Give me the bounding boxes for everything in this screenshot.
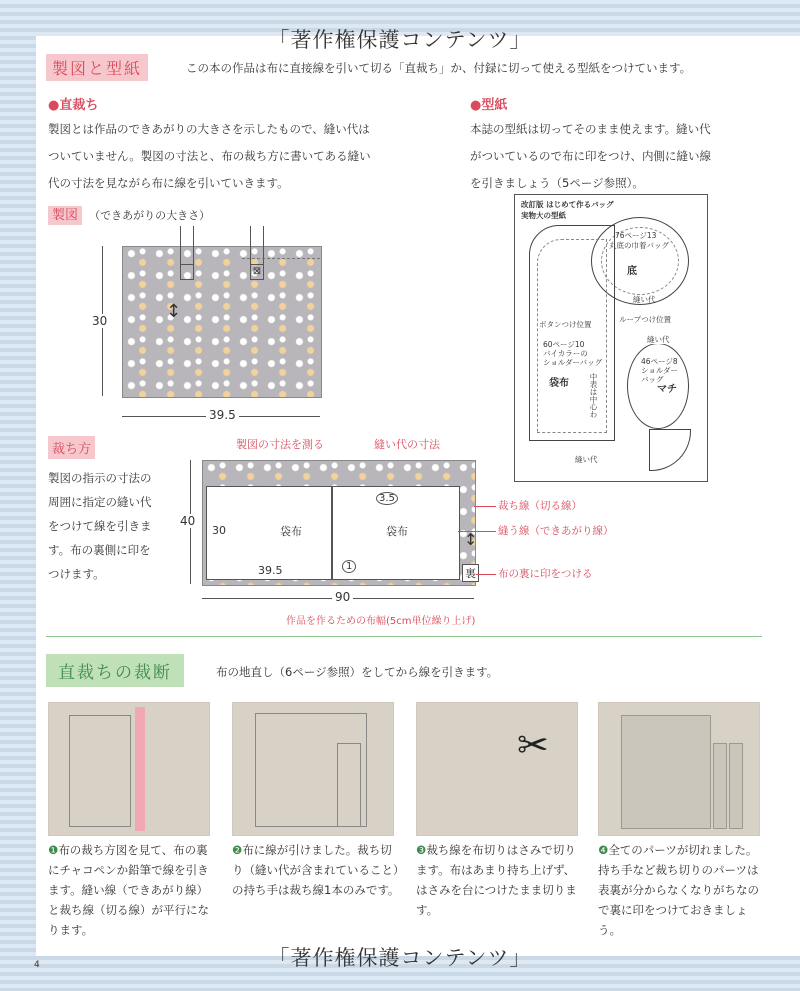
width-note: 作品を作るための布幅(5cm単位繰り上げ) [286, 616, 476, 627]
ref46-2: ショルダー [641, 366, 679, 375]
cut-line-label: 裁ち線（切る線） [498, 500, 582, 512]
ref46-1: 46ページ8 [641, 357, 678, 366]
line-drawn [69, 715, 131, 827]
scissors-icon: ✂ [517, 723, 549, 767]
loop-label: ループつけ位置 [619, 315, 672, 324]
tachikata-label: 裁ち方 [48, 436, 95, 459]
seizu-width: 39.5 [206, 408, 239, 422]
seizu-sub: （できあがりの大きさ） [89, 209, 211, 222]
fukuro-label: 袋布 [549, 378, 569, 389]
strap-box-right: ⊠ [250, 264, 264, 280]
step-3-caption [416, 840, 584, 920]
circle-ref-1: 76ページ13 [615, 231, 657, 240]
chokudachi-line-3: 代の寸法を見ながら布に線を引いていきます。 [48, 176, 289, 190]
nuishiro-2: 縫い代 [647, 335, 670, 344]
chokudachi-line-1: 製図とは作品のできあがりの大きさを示したもので、縫い代は [48, 122, 370, 136]
step-1-photo [48, 702, 210, 836]
center-label: 中表は中心わ [589, 373, 598, 418]
grain-arrow-icon: ↕ [166, 301, 182, 322]
step-2-num: ❷ [232, 843, 243, 857]
ura-mark: 裏 [462, 564, 479, 582]
step-3-photo [416, 702, 578, 836]
tachikata-text [48, 466, 178, 586]
step-2-text: 布に線が引けました。裁ち切り（縫い代が含まれていること）の持ち手は裁ち線1本のみです。 [232, 843, 400, 897]
inner-w: 39.5 [258, 564, 283, 577]
section-title-seizu-katagami: 製図と型紙 [46, 54, 148, 81]
section2-intro: 布の地直し（6ページ参照）をしてから線を引きます。 [216, 665, 499, 679]
seizu-label-wrap [48, 204, 210, 223]
back-mark-label: 布の裏に印をつける [498, 568, 593, 580]
cut-pointer [474, 506, 496, 507]
seizu-fabric [122, 246, 322, 398]
ref60-3: ショルダーバッグ [543, 358, 603, 367]
chokudachi-text [48, 116, 428, 197]
tachikata-line-5: つけます。 [48, 567, 105, 581]
grain-arrow-2-icon: ↕ [464, 530, 478, 549]
back-pointer [476, 574, 496, 575]
cut-handle-1 [713, 743, 727, 829]
step-1-text: 布の裁ち方図を見て、布の裏にチャコペンか鉛筆で線を引きます。縫い線（できあがり線）と裁ち線（切る線）が平行になります。 [48, 843, 209, 937]
page-number: 4 [34, 960, 40, 970]
button-label: ボタンつけ位置 [539, 320, 592, 329]
ref60-1: 60ページ10 [543, 340, 585, 349]
katagami-line-2: がついているので布に印をつけ、内側に縫い線 [470, 149, 712, 163]
katagami-line-1: 本誌の型紙は切ってそのまま使えます。縫い代 [470, 122, 711, 136]
fold-dashed-line [242, 258, 320, 259]
nuishiro-3: 縫い代 [575, 455, 598, 464]
tachikata-line-3: をつけて線を引きま [48, 519, 152, 533]
pattern-quarter [649, 429, 691, 471]
ref60-2: バイカラーの [543, 349, 588, 358]
cut-handle-2 [729, 743, 743, 829]
piece-1-label: 袋布 [280, 525, 302, 538]
sew-line-label: 縫う線（できあがり線） [498, 525, 614, 537]
section-intro: この本の作品は布に直接線を引いて切る「直裁ち」か、付録に切って使える型紙をつけています。 [186, 61, 692, 75]
seizu-height: 30 [92, 314, 108, 328]
machi-label: マチ [657, 384, 677, 395]
page [36, 36, 800, 956]
nuishiro-1: 縫い代 [633, 295, 656, 304]
section-divider [46, 636, 762, 637]
heading-chokudachi: ●直裁ち [48, 98, 99, 113]
ruler [135, 707, 145, 831]
tachikata-height: 40 [180, 514, 196, 528]
step-4-caption [598, 840, 766, 940]
cut-panel [621, 715, 711, 829]
pattern-sheet [514, 194, 708, 482]
step-4-num: ❹ [598, 843, 609, 857]
sew-pointer [458, 531, 496, 532]
seam-label: 縫い代の寸法 [374, 438, 440, 451]
ref46-3: バッグ [641, 375, 664, 384]
tachikata-line-4: す。布の裏側に印を [48, 543, 151, 557]
heading-katagami: ●型紙 [470, 98, 508, 113]
step-1-num: ❶ [48, 843, 59, 857]
pattern-title-2: 実物大の型紙 [521, 211, 566, 220]
strap-box-left [180, 264, 194, 280]
step-3-num: ❸ [416, 843, 427, 857]
section-title-cutting: 直裁ちの裁断 [46, 654, 184, 687]
watermark-bottom: 「著作権保護コンテンツ」 [268, 946, 532, 970]
seizu-label: 製図 [48, 206, 82, 225]
tachikata-line-1: 製図の指示の寸法の [48, 471, 152, 485]
katagami-text [470, 116, 770, 197]
step-2-caption [232, 840, 400, 900]
tachikata-line-2: 周囲に指定の縫い代 [48, 495, 152, 509]
chokudachi-line-2: ついていません。製図の寸法と、布の裁ち方に書いてある縫い [48, 149, 371, 163]
measure-label: 製図の寸法を測る [236, 438, 324, 451]
pattern-title-1: 改訂版 はじめて作るバッグ [521, 200, 614, 209]
seam-small: 1 [342, 560, 356, 573]
watermark-top: 「著作権保護コンテンツ」 [268, 28, 532, 52]
step-2-photo [232, 702, 394, 836]
step-4-text: 全てのパーツが切れました。持ち手など裁ち切りのパーツは表裏が分からなくなりがちなので裏に印をつけておきましょう。 [598, 843, 759, 937]
circle-ref-2: 丸底の巾着バッグ [609, 241, 669, 250]
piece-2-label: 袋布 [386, 525, 408, 538]
katagami-line-3: を引きましょう（5ページ参照）。 [470, 176, 644, 190]
seam-val: 3.5 [376, 492, 398, 505]
step-4-photo [598, 702, 760, 836]
soko-label: 底 [627, 266, 637, 277]
inner-h: 30 [212, 524, 226, 537]
tachikata-total-w: 90 [332, 590, 353, 604]
step-1-caption [48, 840, 216, 940]
lines-handle [337, 743, 361, 827]
step-3-text: 裁ち線を布切りはさみで切ります。布はあまり持ち上げず、はさみを台につけたまま切ります。 [416, 843, 577, 917]
